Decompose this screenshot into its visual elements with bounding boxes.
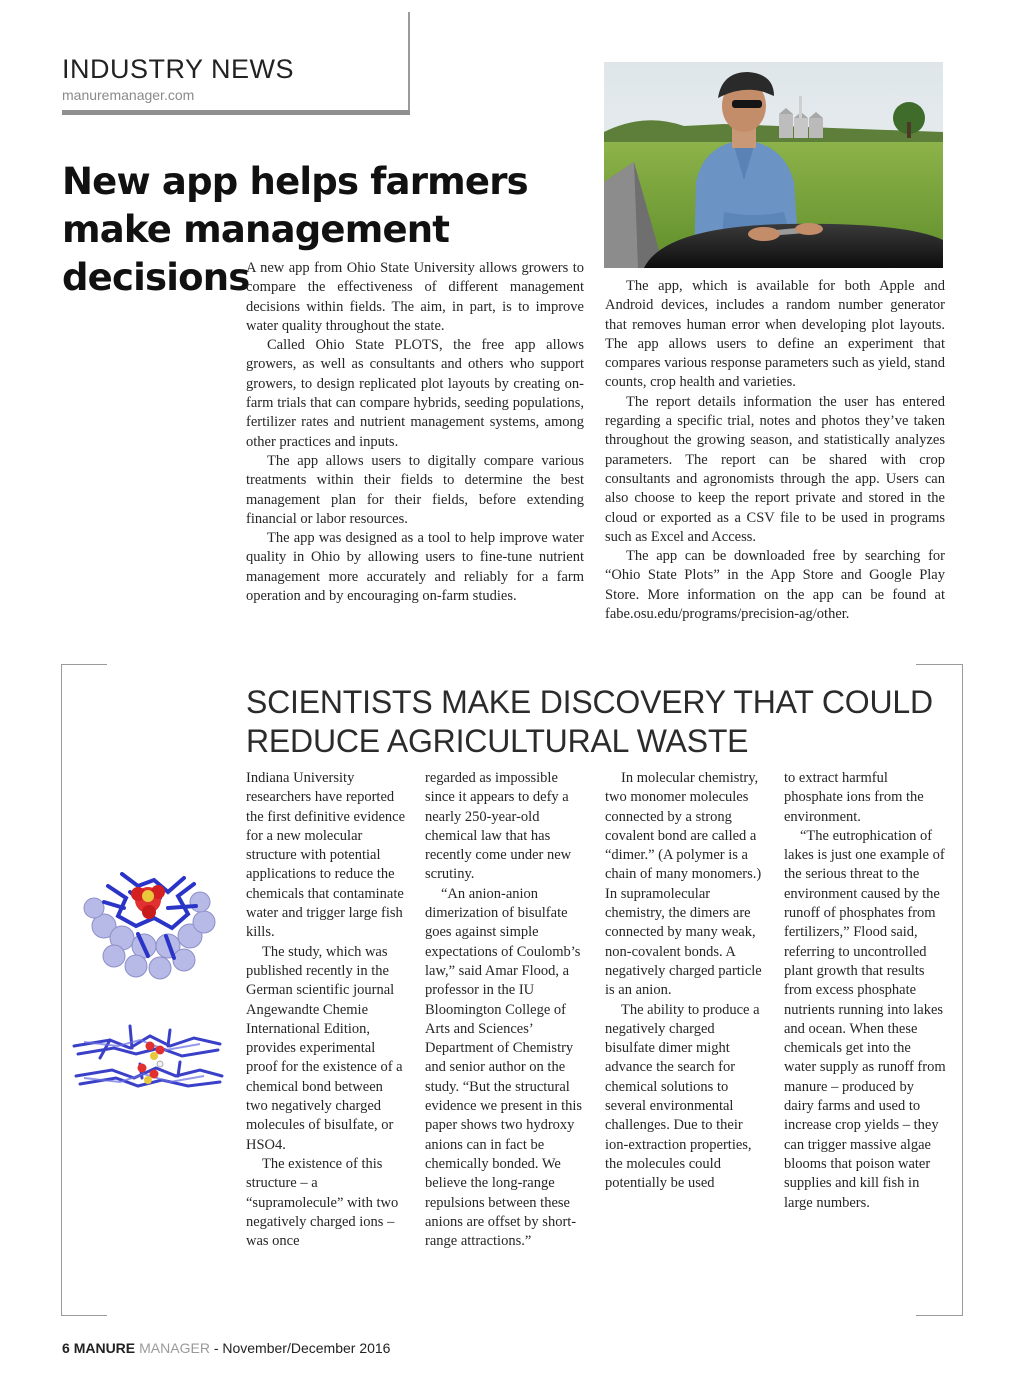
paragraph: “The eutrophication of lakes is just one example of the serious threat to the environment caused by the runoff of phosphates from fertilizers,” Flood said, referring to uncontrolled plant growth that results from excess phosphate nutrients running into lakes and ocean. When these chemicals get into the water supply as runoff from manure – produced by dairy farms and used to increase crop yields – they can trigger massive algae blooms that poison water supplies and kill fish in large numbers. <box>784 827 946 1211</box>
header-divider-horizontal <box>62 110 410 115</box>
brand-light: MANAGER <box>139 1340 210 1356</box>
paragraph: The existence of this structure – a “supramolecule” with two negatively charged ions – was once <box>246 1155 399 1250</box>
box-frame-bottom-right <box>916 1315 963 1316</box>
article-headline: New app helps farmers make management decisions <box>62 160 528 299</box>
page-footer <box>62 1340 390 1356</box>
paragraph: The report details information the user has entered regarding a specific trial, notes and photos they’ve taken throughout the growing season, and statistically analyzes parameters. The report can be shared with crop consultants and agronomists through the app. Users can also choose to keep the report private and stored in the cloud or exported as a CSV file to be used in programs such as Excel and Access. <box>605 393 945 545</box>
story-column-2 <box>425 769 587 1251</box>
paragraph: regarded as impossible since it appears to defy a nearly 250-year-old chemical law that has recently come under new scrutiny. <box>425 770 572 883</box>
paragraph: to extract harmful phosphate ions from the environment. <box>784 770 924 825</box>
story-column-3 <box>605 769 767 1194</box>
paragraph: In molecular chemistry, two monomer molecules connected by a strong covalent bond are called a “dimer.” (A polymer is a chain of many monomers.) In supramolecular chemistry, the dimers are connected by many weak, non-covalent bonds. A negatively charged particle is an anion. <box>605 770 762 999</box>
article-column-left <box>246 259 584 606</box>
paragraph: The app can be downloaded free by searching for “Ohio State Plots” in the App Store and Google Play Store. More information on the app can be found at fabe.osu.edu/programs/precision-ag/other. <box>605 548 945 623</box>
box-frame-top-left <box>61 664 107 665</box>
article-column-right <box>605 277 945 624</box>
box-frame-top-right <box>916 664 962 665</box>
paragraph: The ability to produce a negatively charged bisulfate dimer might advance the search for chemical solutions to several environmental challenges. Due to their ion-extraction properties, the molecules could potentially be used <box>605 1001 760 1192</box>
box-frame-right <box>962 664 963 1316</box>
paragraph: Called Ohio State PLOTS, the free app allows growers, as well as consultants and others who support growers, to design replicated plot layouts by creating on-farm trials that can compare hybrids, seeding populations, fertilizer rates and nutrient management systems, among other practices and inputs. <box>246 337 584 450</box>
paragraph: The study, which was published recently in the German scientific journal Angewandte Chemie International Edition, provides experimental proof for the existence of a chemical bond between two negatively charged molecules of bisulfate, or HSO4. <box>246 943 403 1153</box>
paragraph: A new app from Ohio State University allows growers to compare the effectiveness of different management decisions within fields. The aim, in part, is to improve water quality throughout the state. <box>246 260 584 334</box>
box-frame-left <box>61 664 62 1316</box>
molecule-3d-render <box>78 856 218 986</box>
section-label: INDUSTRY NEWS <box>62 54 295 84</box>
brand-bold: MANURE <box>73 1340 136 1356</box>
header-divider-vertical <box>408 12 410 114</box>
box-frame-bottom-left <box>61 1315 107 1316</box>
paragraph: The app was designed as a tool to help improve water quality in Ohio by allowing users to fine-tune nutrient management more accurately and reliably for a farm operation and by encouraging on-farm studies. <box>246 530 584 605</box>
story-column-1 <box>246 769 408 1251</box>
molecule-stick-model <box>70 1018 226 1098</box>
page-number: 6 <box>62 1340 70 1356</box>
story-column-4 <box>784 769 946 1213</box>
farmer-photo <box>604 62 943 268</box>
paragraph: The app allows users to digitally compare various treatments within their fields to determine the best management plan for their fields, before extending financial or labor resources. <box>246 452 584 527</box>
issue-date: - November/December 2016 <box>209 1340 391 1356</box>
paragraph: Indiana University researchers have reported the first definitive evidence for a new molecular structure with potential applications to reduce the chemicals that contaminate water and trigger large fish kills. <box>246 770 406 941</box>
story-headline: SCIENTISTS MAKE DISCOVERY THAT COULD REDUCE AGRICULTURAL WASTE <box>246 684 933 759</box>
source-url: manuremanager.com <box>62 87 195 103</box>
paragraph: The app, which is available for both Apple and Android devices, includes a random number generator that removes human error when developing plot layouts. The app allows users to define an experiment that compares various response parameters such as yield, stand counts, crop health and varieties. <box>605 278 945 391</box>
paragraph: “An anion-anion dimerization of bisulfate goes against simple expectations of Coulomb’s law,” said Amar Flood, a professor in the IU Bloomington College of Arts and Sciences’ Department of Chemistry and senior author on the study. “But the structural evidence we present in this paper shows two hydroxy anions can in fact be chemically bonded. We believe the long-range repulsions between these anions are offset by short-range attractions.” <box>425 885 583 1250</box>
